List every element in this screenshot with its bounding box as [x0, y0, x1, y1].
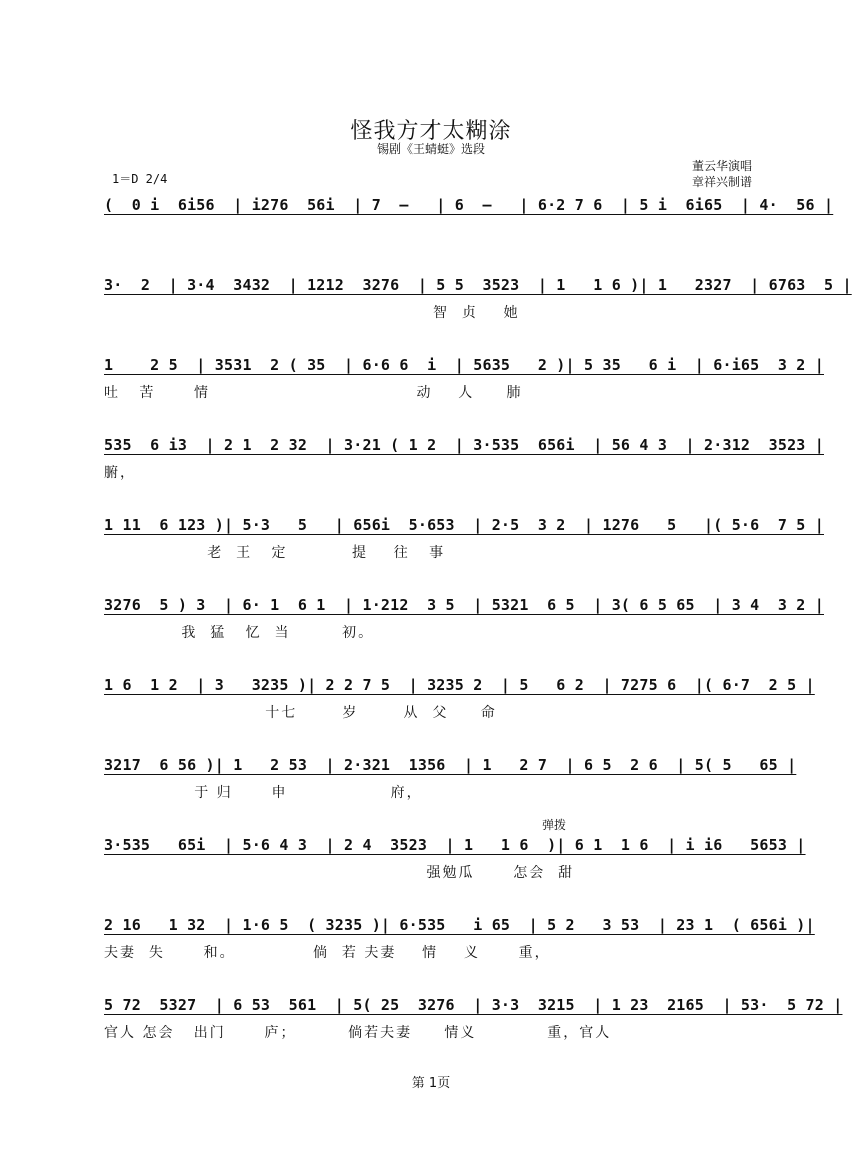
- score-lyrics: 强勉瓜 怎会 甜: [104, 865, 575, 881]
- singer-credit: 董云华演唱: [691, 159, 752, 173]
- score-row-2: [104, 276, 852, 328]
- instrument-direction: 弹拨: [542, 818, 567, 832]
- score-row-11: [104, 996, 843, 1048]
- page-title: 怪我方才太糊涂: [350, 119, 512, 144]
- key-signature: 1＝D 2/4: [112, 172, 168, 186]
- score-notes: 2 16 1 32 | 1·6 5 ( 3235 )| 6·535 i 65 | 5 2 3 53 | 23 1 ( 656i )|: [104, 916, 815, 934]
- score-row-8: [104, 756, 797, 808]
- score-notes: 3276 5 ) 3 | 6· 1 6 1 | 1·212 3 5 | 5321 6 5 | 3( 6 5 65 | 3 4 3 2 |: [104, 596, 824, 614]
- score-lyrics: 夫妻 失 和。 倘 若 夫妻 情 义 重，: [104, 945, 551, 961]
- score-notes: 5 72 5327 | 6 53 561 | 5( 25 3276 | 3·3 3215 | 1 23 2165 | 53· 5 72 |: [104, 996, 843, 1014]
- score-row-7: [104, 676, 815, 728]
- score-notes: ( 0 i 6i56 | i276 56i | 7 – | 6 – | 6·2 7 6 | 5 i 6i65 | 4· 56 |: [104, 196, 834, 214]
- score-row-4: [104, 436, 824, 488]
- score-lyrics: 腑，: [104, 465, 136, 481]
- score-row-9: [104, 836, 806, 888]
- arranger-credit: 章祥兴制谱: [691, 175, 752, 189]
- score-lyrics: 于 归 申 府，: [104, 785, 423, 801]
- score-lyrics: 官人 怎会 出门 庐； 倘若夫妻 情义 重，官人: [104, 1025, 612, 1041]
- score-lyrics: 老 王 定 提 往 事: [104, 545, 446, 561]
- score-row-6: [104, 596, 824, 648]
- score-row-5: [104, 516, 824, 568]
- score-lyrics: 智 贞 她: [104, 305, 520, 321]
- score-lyrics: 我 猛 忆 当 初。: [104, 625, 375, 641]
- score-notes: 3217 6 56 )| 1 2 53 | 2·321 1356 | 1 2 7 | 6 5 2 6 | 5( 5 65 |: [104, 756, 797, 774]
- score-notes: 1 2 5 | 3531 2 ( 35 | 6·6 6 i | 5635 2 )| 5 35 6 i | 6·i65 3 2 |: [104, 356, 824, 374]
- score-notes: 3·535 65i | 5·6 4 3 | 2 4 3523 | 1 1 6 )| 6 1 1 6 | i i6 5653 |: [104, 836, 806, 854]
- score-notes: 535 6 i3 | 2 1 2 32 | 3·21 ( 1 2 | 3·535 656i | 56 4 3 | 2·312 3523 |: [104, 436, 824, 454]
- score-notes: 1 11 6 123 )| 5·3 5 | 656i 5·653 | 2·5 3 2 | 1276 5 |( 5·6 7 5 |: [104, 516, 824, 534]
- credits: [692, 158, 752, 190]
- score-notes: 3· 2 | 3·4 3432 | 1212 3276 | 5 5 3523 | 1 1 6 )| 1 2327 | 6763 5 |: [104, 276, 852, 294]
- score-row-3: [104, 356, 824, 408]
- score-lyrics: 吐 苦 情 动 人 肺: [104, 385, 523, 401]
- score-lyrics: 十七 岁 从 父 命: [104, 705, 497, 721]
- page-subtitle: 锡剧《王蜻蜓》选段: [376, 142, 485, 156]
- score-row-10: [104, 916, 815, 968]
- page-number: 第 1页: [411, 1076, 451, 1091]
- score-notes: 1 6 1 2 | 3 3235 )| 2 2 7 5 | 3235 2 | 5 6 2 | 7275 6 |( 6·7 2 5 |: [104, 676, 815, 694]
- score-row-1: [104, 196, 834, 248]
